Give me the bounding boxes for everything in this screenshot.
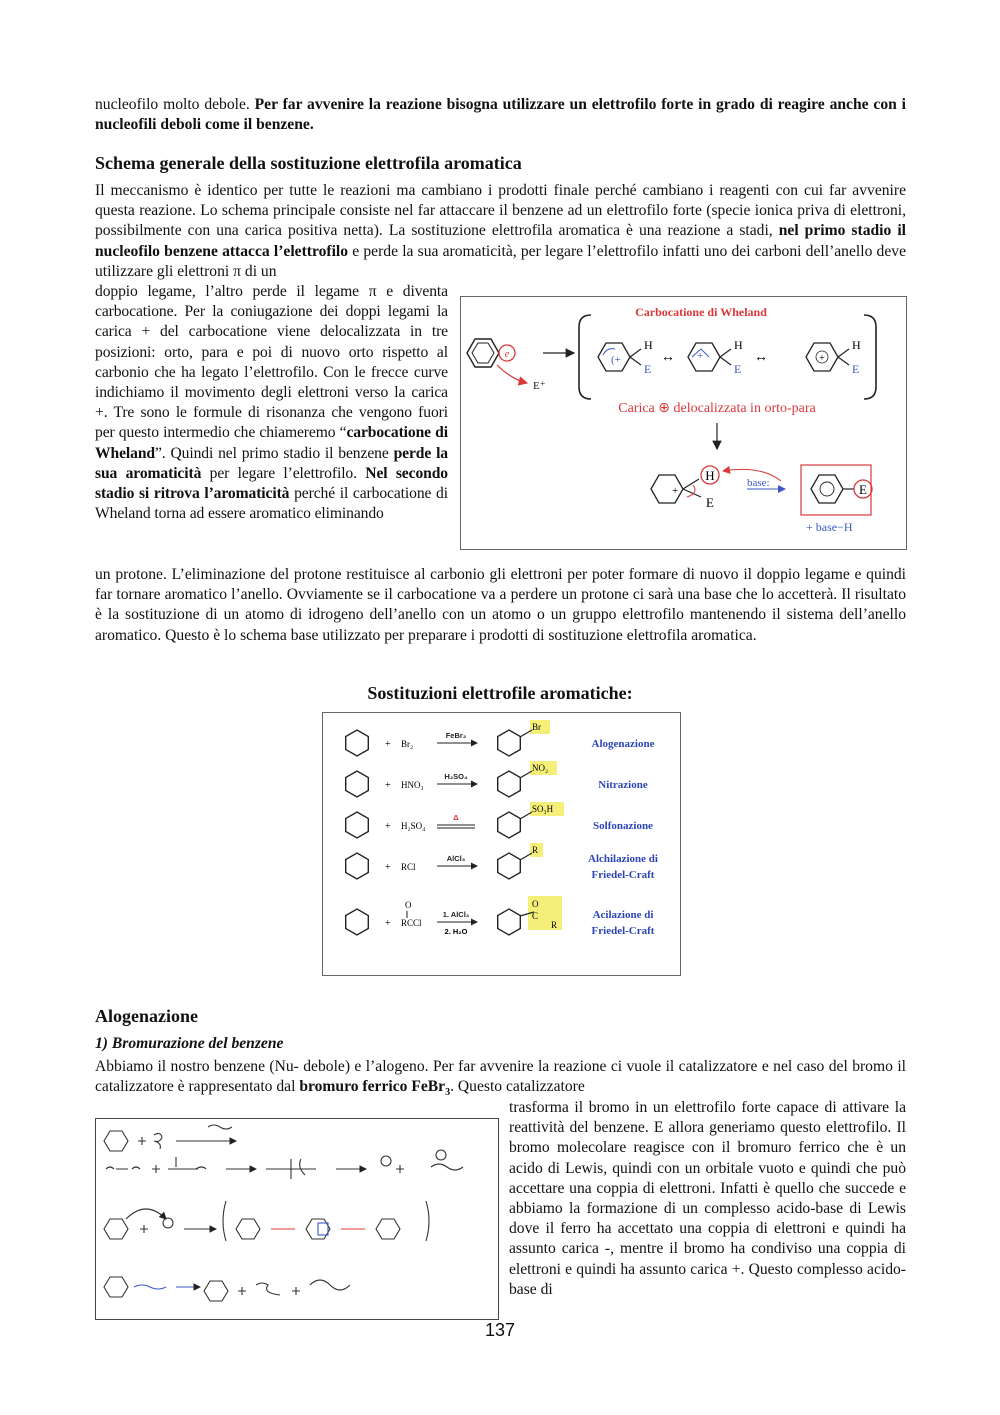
text-span: ”. Quindi nel primo stadio il benzene	[154, 444, 394, 462]
e-label: E	[859, 482, 867, 497]
conditions-label-2: 2. H₂O	[444, 927, 468, 936]
section3-column-text: trasforma il bromo in un elettrofilo forte capace di attivare la reattività del benzene. E allora generiamo questo elettrofilo. Il bromo molecolare reagisce con il bromuro ferrico che è un acido di Lewis, quindi con un orbitale vuoto e quindi che può accettare una coppia di elettroni. Infatti è quello che succede e abbiamo la formazione di un complesso acido-base di Lewis dove il ferro ha accettato una coppia di elettroni e quindi ha assunto carica -, mentre il bromo ha condiviso una coppia di elettroni e quindi ha assunto carica +. Questo complesso acido-base di	[509, 1099, 906, 1298]
substituent-label: NO₂	[532, 763, 549, 773]
e-label: E	[852, 362, 860, 376]
wheland-diagram	[461, 297, 906, 549]
conditions-label: FeBr₃	[445, 731, 467, 740]
text-span: Il meccanismo è identico per tutte le reazioni ma cambiano i prodotti finale perché cambiano i reagenti con cui far avvenire questa reazione. Lo schema principale consiste nel far attaccare il benzene ad un elettrofilo forte (specie ionica priva di elettroni, possibilmente con una carica positiva netta). La sostituzione elettrofila aromatica è una reazione a stadi,	[95, 182, 906, 240]
subscript: 3	[445, 1087, 451, 1099]
reagent-label: HNO₃	[401, 780, 424, 790]
resonance-arrow: ↔	[661, 350, 675, 365]
subheading-bromination: 1) Bromurazione del benzene	[95, 1035, 284, 1052]
section3-paragraph-a	[95, 1057, 906, 1104]
svg-text:+: +	[672, 485, 679, 497]
h-label: H	[734, 338, 743, 352]
base-label: base:	[747, 477, 770, 489]
acyl-c-label: C	[532, 911, 539, 921]
acyl-o-label: O	[532, 899, 539, 909]
intro-bold-text: Per far avvenire la reazione bisogna utilizzare un elettrofilo forte in grado di reagire anche con i nucleofili deboli come il benzene.	[95, 96, 906, 134]
text-span: . Questo catalizzatore	[450, 1078, 585, 1096]
benzene-reactant-ring	[346, 730, 369, 756]
conditions-label: AlCl₃	[446, 854, 466, 863]
bold-span: Nel secondo stadio si ritrova l’aromaticità	[95, 464, 448, 503]
plus-sign: +	[385, 862, 391, 873]
plus-sign: +	[385, 821, 391, 832]
base-h-label: + base−H	[806, 520, 853, 534]
substitutions-diagram	[323, 713, 680, 975]
reaction-name-2: Friedel-Craft	[591, 925, 655, 937]
svg-text:+: +	[697, 350, 704, 362]
figure-title: Carbocatione di Wheland	[635, 305, 767, 319]
delocalized-charge-caption: Carica ⊕ delocalizzata in orto-para	[618, 401, 816, 416]
section1-column-text	[95, 282, 448, 524]
electrophile-label: E⁺	[533, 380, 546, 392]
acyl-r-label: R	[551, 920, 558, 930]
reagent-label: RCl	[401, 862, 416, 872]
reagent-label: RCCl	[401, 918, 422, 928]
benzene-reactant	[467, 339, 546, 392]
e-label: E	[644, 362, 652, 376]
product-ring	[498, 853, 521, 879]
page-number: 137	[484, 1320, 516, 1340]
substituent-label: R	[532, 845, 539, 855]
reaction-name: Acilazione di	[592, 909, 654, 921]
resonance-structure-1	[598, 338, 653, 376]
text-span: doppio legame, l’altro perde il legame π e diventa carbocatione. Per la coniugazione dei doppi legami la carica + del carbocatione viene delocalizzata in tre posizioni: orto, para e poi di nuovo orto rispetto al carbonio che ha legato l’elettrofilo. Con le frecce curve indichiamo il movimento degli elettroni verso la carica +. Tre sono le formule di risonanza che vengono fuori per questo intermedio che chiameremo “	[95, 283, 448, 442]
plus-sign: +	[385, 918, 391, 929]
bracket-right	[864, 315, 876, 399]
e-label: E	[734, 362, 742, 376]
plus-sign: +	[385, 780, 391, 791]
benzene-reactant-ring	[346, 812, 369, 838]
section1-paragraph-b: un protone. L’eliminazione del protone restituisce al carbonio gli elettroni per poter formare di nuovo il doppio legame e quindi far tornare aromatico l’anello. Ovviamente se il carbocatione va a perdere un protone ci sarà una base che lo accetterà. Il risultato è la sostituzione di un atomo di idrogeno dell’anello con un atomo o un gruppo elettrofilo mantenendo il sistema dell’anello aromatico. Questo è lo schema base utilizzato per preparare i prodotti di sostituzione elettrofila aromatica.	[95, 566, 906, 644]
text-span: e perde la sua aromaticità, per legare l’elettrofilo infatti uno dei carboni dell’anello deve utilizzare gli elettroni π di un	[95, 242, 906, 280]
substituent-label: SO₃H	[532, 804, 554, 814]
section-heading-halogenation: Alogenazione	[95, 1006, 198, 1026]
resonance-structure-2	[688, 338, 743, 376]
h-label: H	[852, 338, 861, 352]
product-ring	[498, 771, 521, 797]
reaction-name: Alchilazione di	[588, 853, 658, 865]
svg-text:(+: (+	[611, 354, 621, 366]
text-span: Abbiamo il nostro benzene (Nu- debole) e l’alogeno. Per far avvenire la reazione ci vuole il catalizzatore e nel caso del bromo il catalizzatore è rappresentato dal	[95, 1058, 906, 1096]
text-span: perché il carbocatione di Wheland torna ad essere aromatico eliminando	[95, 485, 448, 523]
reaction-name: Nitrazione	[598, 779, 648, 791]
e-label: E	[706, 495, 714, 510]
resonance-structure-3	[806, 338, 861, 376]
bracket-left	[579, 315, 591, 399]
bold-text: bromuro ferrico FeBr	[299, 1078, 446, 1096]
wheland-mechanism-figure	[460, 296, 907, 550]
substitutions-table-figure	[322, 712, 681, 976]
reaction-name: Alogenazione	[591, 738, 655, 750]
substituted-product	[801, 465, 872, 534]
benzene-reactant-ring	[346, 909, 369, 935]
benzene-reactant-ring	[346, 853, 369, 879]
product-ring	[498, 730, 521, 756]
product-ring	[498, 812, 521, 838]
conditions-label: 1. AlCl₃	[442, 910, 470, 919]
bold-span: nel primo stadio il nucleofilo benzene attacca l’elettrofilo	[95, 222, 906, 260]
h-label: H	[644, 338, 653, 352]
substituent-label: Br	[532, 722, 541, 732]
reagent-label: Br₂	[401, 739, 414, 749]
h-label: H	[705, 468, 715, 483]
reaction-name: Solfonazione	[593, 820, 653, 832]
section1-paragraph-a	[95, 181, 906, 282]
conditions-label: Δ	[453, 813, 459, 822]
text-span: per legare l’elettrofilo.	[201, 464, 366, 482]
bold-span: carbocatione di Wheland	[95, 424, 448, 462]
bold-span	[299, 1078, 451, 1099]
resonance-arrow: ↔	[754, 350, 768, 365]
handwritten-sketch	[96, 1119, 498, 1319]
reaction-name-2: Friedel-Craft	[591, 869, 655, 881]
reagent-label: H₂SO₄	[401, 821, 426, 831]
benzene-reactant-ring	[346, 771, 369, 797]
svg-text:e: e	[504, 349, 510, 360]
plus-sign: +	[385, 739, 391, 750]
acyl-oxygen-label: O	[405, 900, 412, 910]
bromination-handwritten-figure	[95, 1118, 499, 1320]
conditions-label: H₂SO₄	[444, 772, 468, 781]
product-ring	[498, 909, 521, 935]
svg-text:+: +	[819, 353, 825, 364]
intro-paragraph	[95, 95, 906, 135]
section-heading-general-scheme: Schema generale della sostituzione elettrofila aromatica	[95, 153, 522, 173]
bold-span: perde la sua aromaticità	[95, 444, 448, 482]
section-heading-substitutions: Sostituzioni elettrofile aromatiche:	[367, 683, 633, 703]
intro-text: nucleofilo molto debole.	[95, 96, 255, 113]
wheland-intermediate	[651, 466, 785, 510]
